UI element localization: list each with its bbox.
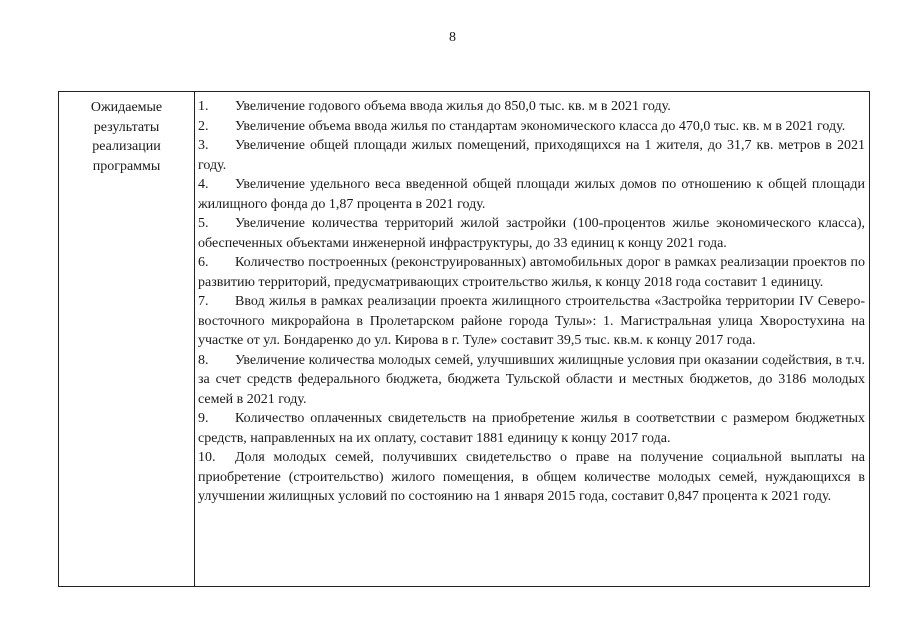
result-item bbox=[198, 136, 865, 175]
expected-results-label bbox=[59, 92, 195, 586]
result-item bbox=[198, 448, 865, 507]
item-number: 5. bbox=[198, 216, 209, 231]
result-item bbox=[198, 351, 865, 410]
item-number: 3. bbox=[198, 138, 209, 153]
result-item bbox=[198, 292, 865, 351]
page-number: 8 bbox=[449, 30, 456, 45]
item-text: Доля молодых семей, получивших свидетельство о праве на получение социальной выплаты на приобретение (строительство) жилого помещения, в общем количестве молодых семей, нуждающихся в улучшении жилищных условий по состоянию на 1 января 2015 года, составит 0,847 процента к 2021 году. bbox=[198, 450, 865, 504]
item-text: Количество оплаченных свидетельств на приобретение жилья в соответствии с размером бюджетных средств, направленных на их оплату, составит 1881 единицу к концу 2017 года. bbox=[198, 411, 865, 446]
result-item bbox=[198, 253, 865, 292]
result-item bbox=[198, 409, 865, 448]
label-line: Ожидаемые bbox=[90, 100, 163, 115]
item-number: 6. bbox=[198, 255, 209, 270]
item-number: 8. bbox=[198, 352, 209, 368]
results-table bbox=[58, 91, 870, 587]
result-item bbox=[198, 175, 865, 214]
label-line: программы bbox=[92, 158, 161, 174]
item-number: 9. bbox=[198, 411, 209, 426]
item-text: Увеличение объема ввода жилья по стандартам экономического класса до 470,0 тыс. кв. м в 2021 году. bbox=[235, 118, 846, 134]
label-line: результаты bbox=[93, 119, 160, 135]
item-text: Увеличение удельного веса введенной общей площади жилых домов по отношению к общей площади жилищного фонда до 1,87 процента в 2021 году. bbox=[198, 177, 865, 212]
result-item bbox=[198, 117, 865, 137]
item-number: 2. bbox=[198, 118, 209, 134]
item-number: 4. bbox=[198, 177, 209, 192]
item-text: Ввод жилья в рамках реализации проекта жилищного строительства «Застройка территории IV Северо-восточного микрорайона в Пролетарском районе города Тулы»: 1. Магистральная улица Хворостухина на участке от ул. Бондаренко до ул. Кирова в г. Туле» составит 39,5 тыс. кв.м. к концу 2017 года. bbox=[198, 294, 865, 348]
item-text: Увеличение количества территорий жилой застройки (100-процентов жилье экономического класса), обеспеченных объектами инженерной инфраструктуры, до 33 единиц к концу 2021 года. bbox=[198, 216, 865, 251]
item-number: 1. bbox=[198, 99, 209, 114]
item-text: Увеличение годового объема ввода жилья до 850,0 тыс. кв. м в 2021 году. bbox=[235, 99, 671, 114]
item-number: 10. bbox=[198, 450, 216, 465]
result-item bbox=[198, 214, 865, 253]
item-text: Увеличение общей площади жилых помещений, приходящихся на 1 жителя, до 31,7 кв. метров в 2021 году. bbox=[198, 138, 865, 173]
expected-results-list bbox=[195, 92, 869, 586]
item-text: Увеличение количества молодых семей, улучшивших жилищные условия при оказании содействия, в т.ч. за счет средств федерального бюджета, бюджета Тульской области и местных бюджетов, до 3186 молодых семей в 2021 году. bbox=[198, 352, 865, 407]
result-item bbox=[198, 97, 865, 117]
item-number: 7. bbox=[198, 294, 209, 309]
label-line: реализации bbox=[92, 139, 161, 154]
item-text: Количество построенных (реконструированных) автомобильных дорог в рамках реализации проектов по развитию территорий, предусматривающих строительство жилья, к концу 2018 года составит 1 единицу. bbox=[198, 255, 865, 290]
